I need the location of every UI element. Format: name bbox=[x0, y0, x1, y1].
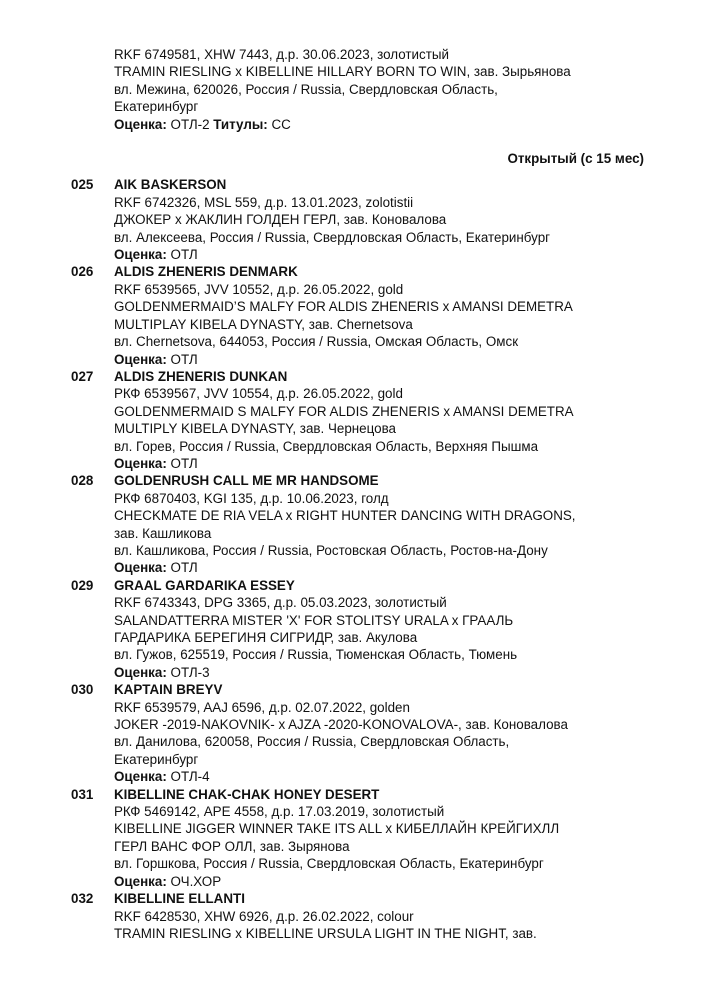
entry-number: 028 bbox=[71, 473, 94, 489]
grade-value: ОТЛ-4 bbox=[170, 769, 210, 785]
entry-registration: RKF 6539565, JVV 10552, д.р. 26.05.2022, gold bbox=[114, 281, 404, 297]
entry-owner: вл. Кашликова, Россия / Russia, Ростовская Область, Ростов-на-Дону bbox=[114, 542, 548, 558]
titles-value: СС bbox=[271, 116, 291, 132]
entry-owner: вл. Гужов, 625519, Россия / Russia, Тюменская Область, Тюмень bbox=[114, 647, 518, 663]
entry-parents: ДЖОКЕР x ЖАКЛИН ГОЛДЕН ГЕРЛ, зав. Коновалова bbox=[114, 212, 447, 228]
dog-entry bbox=[0, 577, 704, 681]
entry-number: 026 bbox=[71, 264, 94, 280]
entry-owner: вл. Chernetsova, 644053, Россия / Russia, Омская Область, Омск bbox=[114, 334, 519, 350]
dog-name: KIBELLINE ELLANTI bbox=[114, 891, 245, 907]
entry-grade-line bbox=[0, 455, 704, 472]
entry-parents: ГЕРЛ ВАНС ФОР ОЛЛ, зав. Зырянова bbox=[114, 838, 350, 854]
entry-registration: RKF 6749581, XHW 7443, д.р. 30.06.2023, золотистый bbox=[114, 47, 449, 62]
section-title: Открытый (с 15 мес) bbox=[507, 151, 644, 167]
entry-grade-line bbox=[0, 246, 704, 263]
entry-grade-line bbox=[0, 873, 704, 890]
entry-parents: SALANDATTERRA MISTER 'X' FOR STOLITSY URALA x ГРААЛЬ bbox=[114, 612, 514, 628]
entry-number: 030 bbox=[71, 682, 94, 698]
dog-name: KAPTAIN BREYV bbox=[114, 682, 223, 698]
entry-number: 027 bbox=[71, 368, 94, 384]
entry-owner: Екатеринбург bbox=[114, 99, 199, 115]
entry-registration: РКФ 6870403, KGI 135, д.р. 10.06.2023, голд bbox=[114, 490, 389, 506]
entry-number: 031 bbox=[71, 786, 94, 802]
grade-label: Оценка: bbox=[114, 769, 167, 785]
dog-name: KIBELLINE CHAK-CHAK HONEY DESERT bbox=[114, 786, 380, 802]
entry-registration: RKF 6539579, AAJ 6596, д.р. 02.07.2022, golden bbox=[114, 699, 410, 715]
entry-owner: вл. Межина, 620026, Россия / Russia, Свердловская Область, bbox=[114, 81, 498, 97]
dog-name: ALDIS ZHENERIS DUNKAN bbox=[114, 368, 288, 384]
entry-grade-line bbox=[0, 351, 704, 368]
entry-parents: MULTIPLAY KIBELA DYNASTY, зав. Chernetsova bbox=[114, 316, 413, 332]
dog-name: AIK BASKERSON bbox=[114, 177, 227, 193]
entry-owner: вл. Горев, Россия / Russia, Свердловская Область, Верхняя Пышма bbox=[114, 438, 539, 454]
entry-grade-line bbox=[0, 559, 704, 576]
grade-value: ОЧ.ХОР bbox=[170, 873, 222, 889]
entry-number: 032 bbox=[71, 891, 94, 907]
dog-entry bbox=[0, 368, 704, 472]
entry-registration: РКФ 5469142, APE 4558, д.р. 17.03.2019, золотистый bbox=[114, 804, 445, 820]
entry-owner: Екатеринбург bbox=[114, 751, 199, 767]
entry-parents: зав. Кашликова bbox=[114, 525, 212, 541]
entry-registration: RKF 6743343, DPG 3365, д.р. 05.03.2023, золотистый bbox=[114, 595, 447, 611]
entry-owner: вл. Алексеева, Россия / Russia, Свердловская Область, Екатеринбург bbox=[114, 229, 551, 245]
entry-parents: GOLDENMERMAID S MALFY FOR ALDIS ZHENERIS x AMANSI DEMETRA bbox=[114, 403, 574, 419]
dog-name: GOLDENRUSH CALL ME MR HANDSOME bbox=[114, 473, 379, 489]
dog-entry bbox=[0, 176, 704, 263]
entry-registration: RKF 6428530, XHW 6926, д.р. 26.02.2022, colour bbox=[114, 908, 414, 924]
grade-label: Оценка: bbox=[114, 247, 167, 263]
entry-grade-line bbox=[0, 664, 704, 681]
entry-owner: вл. Горшкова, Россия / Russia, Свердловская Область, Екатеринбург bbox=[114, 856, 544, 872]
grade-value: ОТЛ bbox=[170, 351, 198, 367]
entry-registration: RKF 6742326, MSL 559, д.р. 13.01.2023, zolotistii bbox=[114, 194, 414, 210]
entry-parents: MULTIPLY KIBELA DYNASTY, зав. Чернецова bbox=[114, 421, 396, 437]
entry-parents: TRAMIN RIESLING x KIBELLINE URSULA LIGHT IN THE NIGHT, зав. bbox=[114, 925, 537, 941]
grade-value: ОТЛ-3 bbox=[170, 664, 210, 680]
entry-owner: вл. Данилова, 620058, Россия / Russia, Свердловская Область, bbox=[114, 734, 510, 750]
grade-label: Оценка: bbox=[114, 560, 167, 576]
dog-entry bbox=[0, 472, 704, 576]
entry-parents: GOLDENMERMAID’S MALFY FOR ALDIS ZHENERIS x AMANSI DEMETRA bbox=[114, 299, 573, 315]
entry-parents: CHECKMATE DE RIA VELA x RIGHT HUNTER DANCING WITH DRAGONS, bbox=[114, 508, 576, 524]
dog-name: GRAAL GARDARIKA ESSEY bbox=[114, 577, 295, 593]
dog-entry bbox=[0, 263, 704, 367]
entry-parents: JOKER -2019-NAKOVNIK- x AJZA -2020-KONOVALOVA-, зав. Коновалова bbox=[114, 717, 568, 733]
grade-value: ОТЛ bbox=[170, 455, 198, 471]
titles-label: Титулы: bbox=[213, 116, 268, 132]
entry-parents: ГАРДАРИКА БЕРЕГИНЯ СИГРИДР, зав. Акулова bbox=[114, 630, 418, 645]
entry-number: 025 bbox=[71, 177, 94, 193]
grade-label: Оценка: bbox=[114, 873, 167, 889]
entry-parents: TRAMIN RIESLING x KIBELLINE HILLARY BORN TO WIN, зав. Зырьянова bbox=[114, 64, 571, 80]
catalog-page bbox=[0, 46, 704, 942]
grade-label: Оценка: bbox=[114, 351, 167, 367]
entry-registration: РКФ 6539567, JVV 10554, д.р. 26.05.2022, gold bbox=[114, 386, 403, 402]
dog-entry bbox=[0, 786, 704, 890]
grade-value: ОТЛ bbox=[170, 560, 198, 576]
grade-label: Оценка: bbox=[114, 664, 167, 680]
entry-parents: KIBELLINE JIGGER WINNER TAKE ITS ALL x КИБЕЛЛАЙН КРЕЙГИХЛЛ bbox=[114, 821, 560, 837]
dog-entry bbox=[0, 890, 704, 942]
grade-value: ОТЛ-2 bbox=[170, 116, 210, 132]
grade-value: ОТЛ bbox=[170, 247, 198, 263]
dog-entry bbox=[0, 681, 704, 785]
dog-name: ALDIS ZHENERIS DENMARK bbox=[114, 264, 298, 280]
entry-number: 029 bbox=[71, 577, 94, 593]
entry-continued bbox=[0, 46, 704, 133]
grade-label: Оценка: bbox=[114, 455, 167, 471]
grade-label: Оценка: bbox=[114, 116, 167, 132]
entry-grade-line bbox=[0, 116, 704, 133]
entry-grade-line bbox=[0, 768, 704, 785]
